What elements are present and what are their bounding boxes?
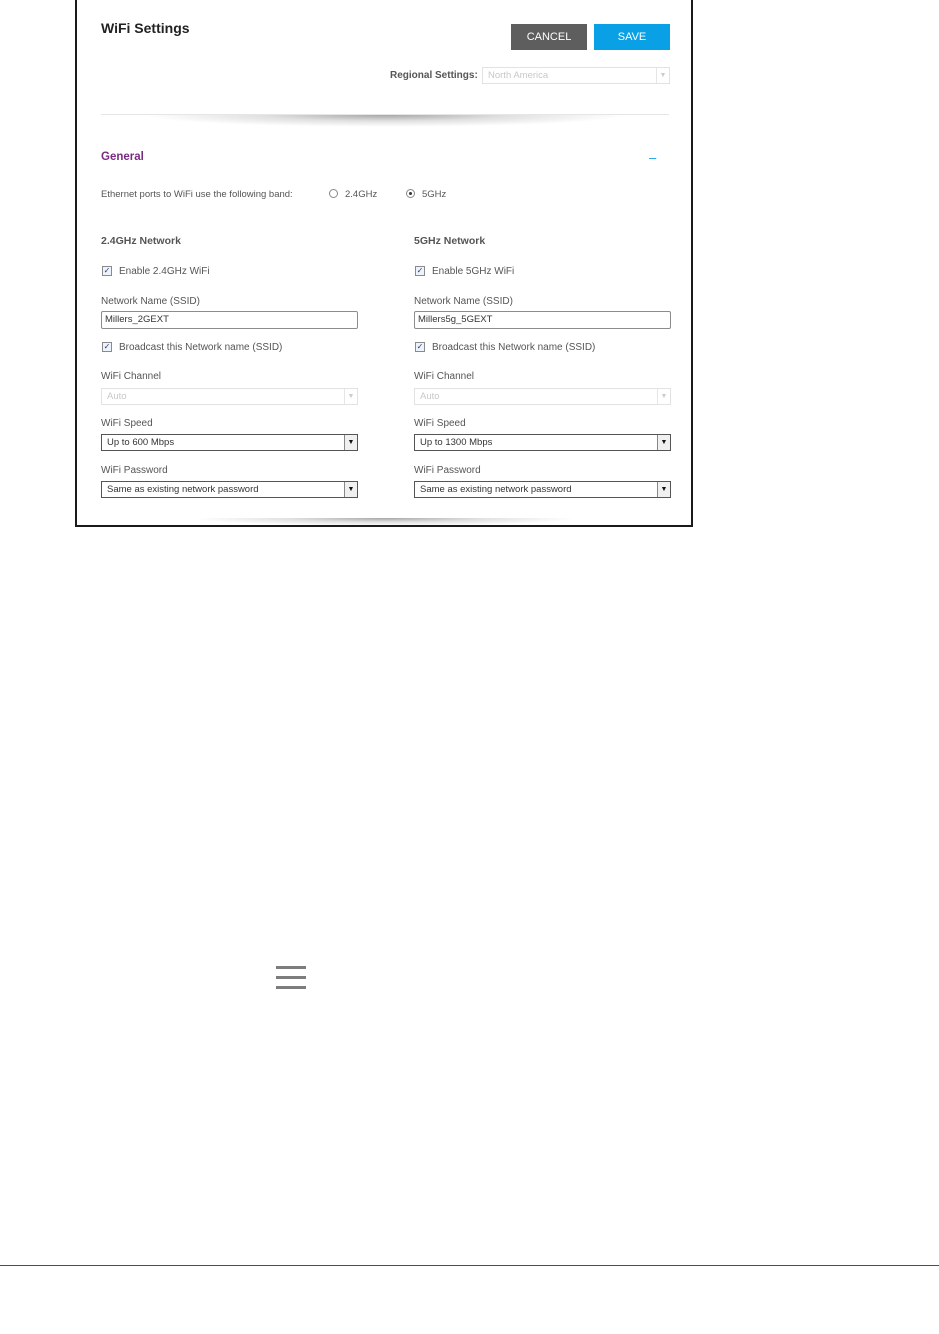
chevron-down-icon: ▼	[344, 482, 357, 497]
section-shadow	[141, 115, 629, 127]
page-title: WiFi Settings	[101, 20, 190, 36]
broadcast-24-checkbox[interactable]: ✓	[103, 342, 111, 351]
ssid-5-input[interactable]: Millers5g_5GEXT	[414, 311, 671, 329]
speed-24-label: WiFi Speed	[101, 418, 153, 429]
ethernet-band-label: Ethernet ports to WiFi use the following band:	[101, 189, 293, 200]
channel-24-value: Auto	[107, 391, 127, 402]
channel-5-label: WiFi Channel	[414, 371, 475, 382]
footer-rule	[0, 1265, 939, 1266]
broadcast-5-checkbox[interactable]: ✓	[416, 342, 424, 351]
radio-2-4ghz[interactable]	[329, 189, 338, 198]
network-5-title: 5GHz Network	[414, 235, 486, 247]
password-24-value: Same as existing network password	[107, 484, 259, 495]
network-24-title: 2.4GHz Network	[101, 235, 181, 247]
broadcast-24-label: Broadcast this Network name (SSID)	[119, 342, 283, 353]
ssid-24-label: Network Name (SSID)	[101, 296, 200, 307]
save-button[interactable]: SAVE	[594, 24, 670, 50]
menu-icon	[276, 966, 306, 990]
collapse-icon[interactable]: –	[649, 150, 657, 165]
password-5-select[interactable]	[414, 481, 671, 498]
bottom-shadow	[191, 518, 579, 526]
speed-24-value: Up to 600 Mbps	[107, 437, 175, 448]
wifi-settings-screenshot	[75, 0, 693, 527]
radio-2-4ghz-label: 2.4GHz	[345, 189, 378, 200]
chevron-down-icon: ▼	[656, 68, 669, 83]
enable-24-label: Enable 2.4GHz WiFi	[119, 266, 210, 277]
chevron-down-icon: ▼	[344, 435, 357, 450]
speed-5-value: Up to 1300 Mbps	[420, 437, 493, 448]
radio-5ghz[interactable]	[406, 189, 415, 198]
chevron-down-icon: ▼	[657, 435, 670, 450]
chevron-down-icon: ▼	[657, 389, 670, 404]
channel-5-value: Auto	[420, 391, 440, 402]
chevron-down-icon: ▼	[344, 389, 357, 404]
speed-24-select[interactable]	[101, 434, 358, 451]
channel-5-select[interactable]	[414, 388, 671, 405]
regional-settings-label: Regional Settings:	[390, 70, 478, 81]
radio-5ghz-label: 5GHz	[422, 189, 447, 200]
regional-settings-value: North America	[488, 70, 549, 81]
regional-settings-select[interactable]	[482, 67, 670, 84]
password-5-value: Same as existing network password	[420, 484, 572, 495]
password-24-label: WiFi Password	[101, 465, 168, 476]
enable-5-checkbox[interactable]: ✓	[416, 266, 424, 275]
chevron-down-icon: ▼	[657, 482, 670, 497]
cancel-button[interactable]: CANCEL	[511, 24, 587, 50]
channel-24-label: WiFi Channel	[101, 371, 162, 382]
speed-5-label: WiFi Speed	[414, 418, 466, 429]
enable-5-label: Enable 5GHz WiFi	[432, 266, 515, 277]
channel-24-select[interactable]	[101, 388, 358, 405]
password-5-label: WiFi Password	[414, 465, 481, 476]
password-24-select[interactable]	[101, 481, 358, 498]
ssid-24-input[interactable]: Millers_2GEXT	[101, 311, 358, 329]
speed-5-select[interactable]	[414, 434, 671, 451]
general-section-title: General	[101, 151, 144, 163]
ssid-5-label: Network Name (SSID)	[414, 296, 513, 307]
enable-24-checkbox[interactable]: ✓	[103, 266, 111, 275]
broadcast-5-label: Broadcast this Network name (SSID)	[432, 342, 596, 353]
